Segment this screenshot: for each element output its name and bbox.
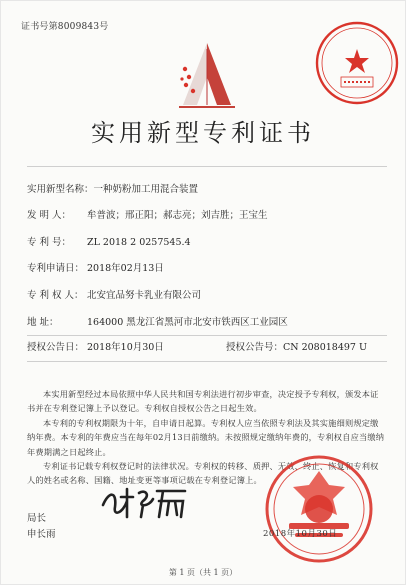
divider [27, 361, 387, 362]
field-grant-dates [27, 342, 387, 354]
patent-emblem-icon [173, 39, 241, 113]
director-name: 申长雨 [27, 529, 56, 540]
patent-office-seal-top [313, 19, 401, 107]
certificate-title: 实用新型专利证书 [91, 119, 315, 147]
field-label: 授权公告日： [27, 342, 85, 353]
field-inventors [27, 210, 387, 222]
divider [27, 166, 387, 167]
field-value: ZL 2018 2 0257545.4 [87, 237, 191, 248]
director-title: 局长 [27, 513, 47, 524]
field-patent-number [27, 237, 387, 249]
field-label: 实用新型名称： [27, 184, 94, 195]
certificate-number: 证书号第8009843号 [21, 22, 109, 32]
field-value: 牟普波；邢正阳；郝志亮；刘吉胜；王宝生 [87, 210, 268, 221]
field-value: 164000 黑龙江省黑河市北安市铁西区工业园区 [87, 317, 288, 328]
field-label: 专 利 号： [27, 237, 72, 248]
body-paragraph: 专利证书记载专利权登记时的法律状况。专利权的转移、质押、无效、终止、恢复和专利权人的姓名或名称、国籍、地址变更等事项记载在专利登记簿上。 [27, 461, 379, 486]
field-label: 专利申请日： [27, 263, 85, 274]
field-value: 2018年02月13日 [87, 263, 164, 274]
field-value: 北安宜品努卡乳业有限公司 [87, 290, 202, 301]
page-footer: 第 1 页（共 1 页） [168, 568, 238, 577]
field-label: 发 明 人： [27, 210, 72, 221]
body-paragraph: 本专利的专利权期限为十年，自申请日起算。专利权人应当依照专利法及其实施细则规定缴纳年费。本专利的年费应当在每年02月13日前缴纳。未按照规定缴纳年费的，专利权自应当缴纳年费期满之日起终止。 [27, 417, 385, 457]
official-seal-icon [259, 449, 379, 569]
seal-date: 2018年10月30日 [263, 529, 338, 539]
director-signature [97, 483, 193, 523]
field-label: 授权公告号： [225, 342, 283, 353]
field-grant-number [226, 342, 367, 354]
field-label: 地 址： [27, 317, 59, 328]
field-patentee [27, 290, 387, 302]
field-value: CN 208018497 U [282, 342, 367, 353]
field-value: 一种奶粉加工用混合装置 [93, 184, 199, 195]
field-value: 2018年10月30日 [87, 342, 164, 353]
signature-block [27, 511, 56, 543]
field-filing-date [27, 263, 387, 275]
field-address [27, 317, 387, 329]
body-paragraph: 本实用新型经过本局依照中华人民共和国专利法进行初步审查，决定授予专利权，颁发本证书并在专利登记簿上予以登记。专利权自授权公告之日起生效。 [27, 389, 379, 414]
field-label: 专 利 权 人： [27, 290, 84, 301]
field-utility-model-name [27, 184, 387, 196]
divider [27, 335, 387, 336]
